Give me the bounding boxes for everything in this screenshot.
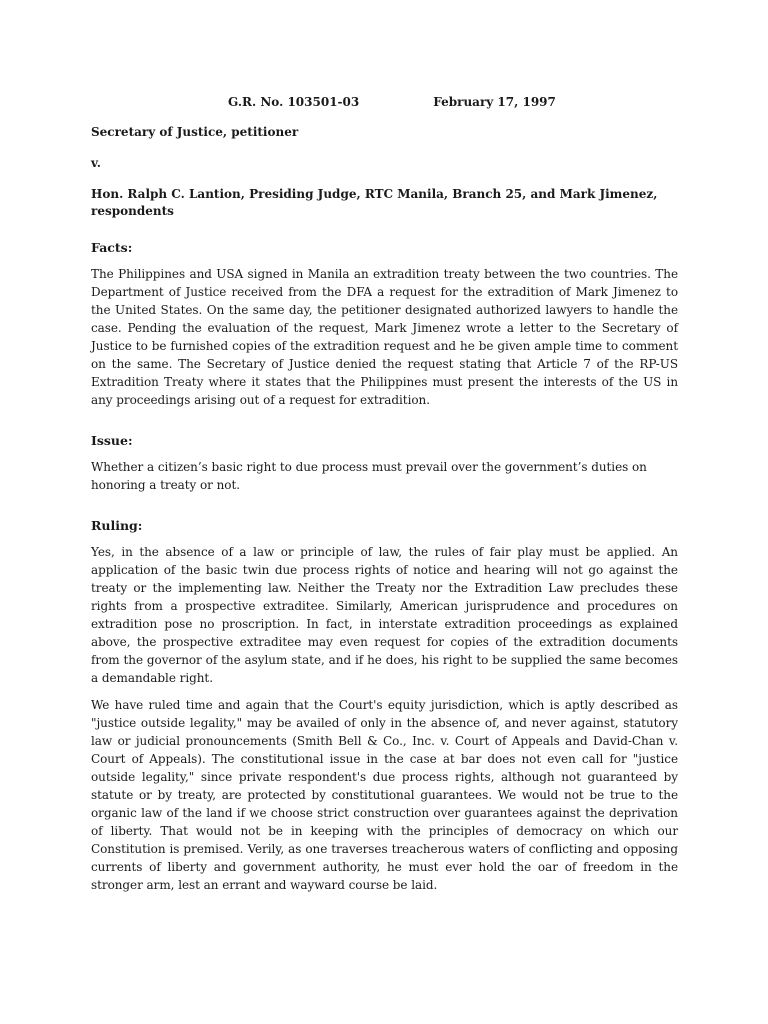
facts-paragraph: The Philippines and USA signed in Manila an extradition treaty between the two countries. The Department of Justice received from the DFA a request for the extradition of Mark Jimenez to the United States. On the same day, the petitioner designated authorized lawyers to handle the case. Pending the evaluation of the request, Mark Jimenez wrote a letter to the Secretary of Justice to be furnished copies of the extradition request and he be given ample time to comment on the same. The Secretary of Justice denied the request stating that Article 7 of the RP-US Extradition Treaty where it states that the Philippines must present the interests of the US in any proceedings arising out of a request for extradition.	[91, 267, 678, 407]
issue-paragraph: Whether a citizen’s basic right to due process must prevail over the government’s duties on honoring a treaty or not.	[91, 460, 647, 492]
case-number: G.R. No. 103501-03	[228, 95, 360, 109]
issue-heading: Issue:	[91, 433, 133, 448]
respondents-line: Hon. Ralph C. Lantion, Presiding Judge, RTC Manila, Branch 25, and Mark Jimenez, respondents	[91, 187, 658, 218]
versus-line: v.	[91, 156, 101, 170]
petitioner-line: Secretary of Justice, petitioner	[91, 125, 299, 139]
document-page	[91, 94, 678, 894]
ruling-paragraph-1: Yes, in the absence of a law or principle of law, the rules of fair play must be applied. An application of the basic twin due process rights of notice and hearing will not go against the treaty or the implementing law. Neither the Treaty nor the Extradition Law precludes these rights from a prospective extraditee. Similarly, American jurisprudence and procedures on extradition pose no proscription. In fact, in interstate extradition proceedings as explained above, the prospective extraditee may even request for copies of the extradition documents from the governor of the asylum state, and if he does, his right to be supplied the same becomes a demandable right.	[91, 545, 678, 685]
case-header	[228, 94, 678, 110]
facts-heading: Facts:	[91, 240, 133, 255]
ruling-paragraph-2: We have ruled time and again that the Court's equity jurisdiction, which is aptly described as "justice outside legality," may be availed of only in the absence of, and never against, statutory law or judicial pronouncements (Smith Bell & Co., Inc. v. Court of Appeals and David-Chan v. Court of Appeals). The constitutional issue in the case at bar does not even call for "justice outside legality," since private respondent's due process rights, although not guaranteed by statute or by treaty, are protected by constitutional guarantees. We would not be true to the organic law of the land if we choose strict construction over guarantees against the deprivation of liberty. That would not be in keeping with the principles of democracy on which our Constitution is premised. Verily, as one traverses treacherous waters of conflicting and opposing currents of liberty and government authority, he must ever hold the oar of freedom in the stronger arm, lest an errant and wayward course be laid.	[91, 698, 678, 892]
case-date: February 17, 1997	[433, 95, 556, 109]
ruling-heading: Ruling:	[91, 518, 143, 533]
